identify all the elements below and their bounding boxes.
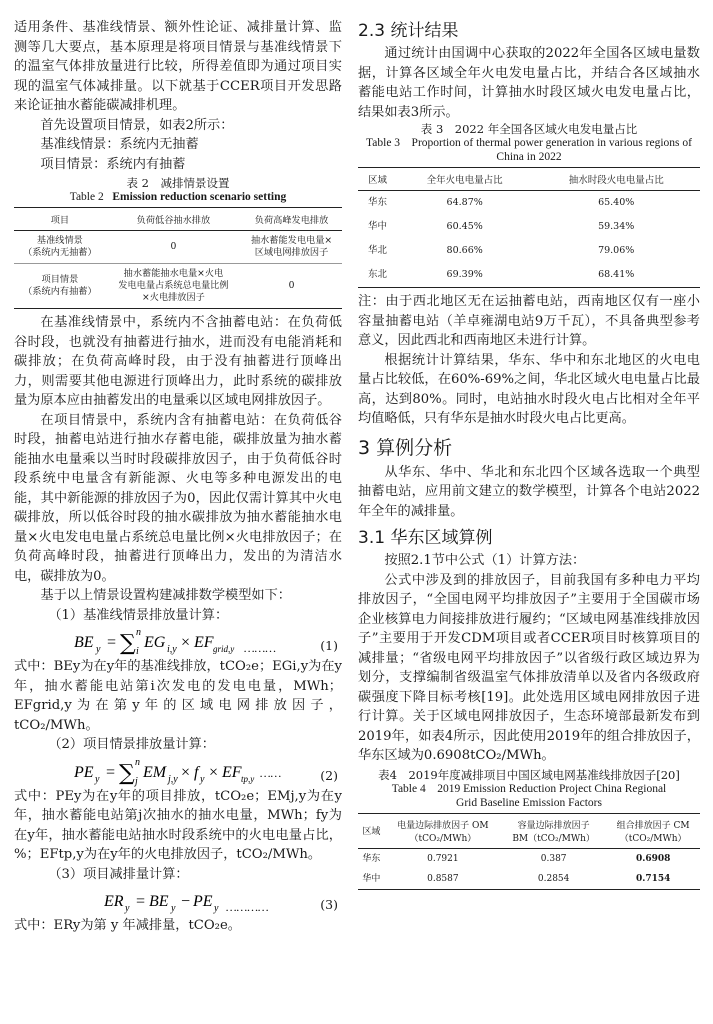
table-cell: 69.39% [446,269,483,280]
table-row [14,231,342,264]
table-row [14,264,342,309]
svg-text:tp,y: tp,y [241,773,255,784]
table-header: 区域 [358,813,385,848]
equation-number: (3) [320,897,338,912]
svg-text:j: j [135,775,138,787]
table-cell: 0.8587 [427,873,459,884]
svg-text:n: n [135,756,140,768]
table-cell: 0.387 [540,853,567,864]
table-note: 注：由于西北地区无在运抽蓄电站，西南地区仅有一座小容量抽蓄电站（羊卓雍湖电站9万千瓦），不具备典型参考意义，因此西北和西南地区未进行计算。 [358,294,700,348]
table-cell: 64.87% [446,197,483,208]
svg-text:∑: ∑ [120,631,136,656]
svg-text:n: n [136,627,141,638]
table-cell: 0.7921 [427,853,459,864]
table-cell: 华东 [362,853,381,864]
svg-text:y: y [214,903,219,914]
section-heading-2-3: 2.3 统计结果 [358,21,459,41]
svg-text:×: × [180,634,191,651]
table-header: 容量边际排放因子 BM（tCO₂/MWh） [501,813,606,848]
svg-text:y: y [96,644,101,655]
paragraph: 根据统计计算结果，华东、华中和东北地区的火电电量占比较低，在60%-69%之间，华北区域火电电量占比最高，达到80%。同时，电站抽水时段火电占比相对全年平均值略低，只有华东是抽水时段火电占比更高。 [358,352,700,426]
svg-text:i,y: i,y [167,644,177,655]
table-cell: 东北 [367,269,387,280]
table-cell: 0 [170,241,177,252]
table-cell: 80.66% [446,245,483,256]
svg-text:y: y [125,903,130,914]
equation-3 [14,884,342,916]
table-header: 负荷低谷抽水排放 [106,208,241,231]
table-cell: 抽水蓄能抽水电量×火电 发电电量占系统总电量比例 ×火电排放因子 [118,268,229,303]
table-cell: 华中 [362,873,381,884]
table-header: 区域 [358,168,397,191]
paragraph: 项目情景：系统内有抽蓄 [40,156,186,172]
table3-caption-cn: 表 3 2022 年全国各区域火电发电量占比 [420,122,638,136]
svg-text:×: × [208,763,219,781]
table-cell: 基准线情景 （系统内无抽蓄） [23,235,97,258]
svg-text:EM: EM [143,763,167,781]
table-cell: 华东 [367,197,387,208]
table-header: 项目 [14,208,106,231]
svg-text:×: × [180,763,191,781]
table-header: 抽水时段火电电量占比 [532,168,700,191]
svg-text:f: f [194,763,199,781]
paragraph: 从华东、华中、华北和东北四个区域各选取一个典型抽蓄电站，应用前文建立的数学模型，计算各个电站2022年全年的减排量。 [358,464,700,519]
paragraph: 基准线情景：系统内无抽蓄 [40,137,199,152]
svg-text:y: y [171,903,176,914]
table-header: 组合排放因子 CM （tCO₂/MWh） [606,813,700,848]
svg-text:ER: ER [104,893,124,910]
svg-text:………: ……… [244,641,277,655]
paragraph: 公式中涉及到的排放因子，目前我国有多种电力平均排放因子，“全国电网平均排放因子”主要用于全国碳市场企业核算电力间接排放进行履约；“区域电网基准线排放因子”主要用于开发CDM项目或者CCER项目时核算项目的减排量；“省级电网平均排放因子”以省级行政区域边界为划分，支撑编制省级温室气体排放清单以及省内各级政府碳强度下降目标考核[19]。此处选用区域电网排放因子进行计算。关于区域电网排放因子，生态环境部最新发布到2019年，如表4所示，因此使用2019年的组合排放因子，华东区域为0.6908tCO₂/MWh。 [358,572,700,763]
table-cell: 68.41% [598,269,635,280]
svg-text:=: = [105,763,116,781]
svg-text:EF: EF [194,634,214,651]
table-cell: 项目情景 （系统内有抽蓄） [23,274,97,297]
svg-text:……: …… [260,765,282,780]
table-cell: 0.6908 [635,853,671,864]
table-row [358,191,700,216]
table-cell: 0 [288,280,295,291]
paragraph: （1）基准线情景排放量计算： [48,607,229,623]
svg-text:PE: PE [193,893,213,910]
table3 [358,167,700,288]
paragraph: （2）项目情景排放量计算： [48,737,215,752]
paragraph: 首先设置项目情景，如表2所示： [40,117,234,133]
table2-caption-en-title: Emission reduction scenario setting [112,191,287,203]
table-cell: 65.40% [598,197,635,208]
section-heading-3-1: 3.1 华东区域算例 [358,528,493,548]
svg-text:…………: ………… [226,900,269,914]
svg-text:EG: EG [144,634,166,651]
table-row [358,848,700,869]
paragraph: 基于以上情景设置构建减排数学模型如下： [40,588,291,603]
svg-text:y: y [200,773,205,785]
paragraph: （3）项目减排量计算： [48,866,189,882]
svg-text:y: y [95,773,100,785]
table2-caption-en [14,190,342,204]
svg-text:BE: BE [74,634,94,651]
svg-text:∑: ∑ [119,760,135,786]
equation-number: (1) [320,638,338,653]
table4-caption-cn: 表4 2019年度减排项目中国区域电网基准线排放因子[20] [378,767,680,782]
right-column [358,18,700,894]
svg-text:−: − [180,893,191,910]
equation-number: (2) [320,767,338,783]
table2-caption-en-label: Table 2 [69,191,104,203]
table-cell: 华北 [367,245,387,256]
table-cell: 60.45% [446,221,483,232]
svg-text:j,y: j,y [168,773,178,785]
table-row [358,263,700,288]
svg-text:EF: EF [222,763,242,781]
table4-caption-en-line2: Grid Baseline Emission Factors [456,796,602,809]
paragraph: 在基准线情景中，系统内不含抽蓄电站：在负荷低谷时段，也就没有抽蓄进行抽水，进而没有电能消耗和碳排放；在负荷高峰时段，由于没有抽蓄进行顶峰出力，则需要其他电源进行顶峰出力，此时系统的碳排放量为原本应由抽蓄发出的电量乘以区域电网排放因子。 [14,315,342,408]
table-cell: 59.34% [598,221,635,232]
table-cell: 抽水蓄能发电电量× 区域电网排放因子 [250,235,333,258]
table-row [358,215,700,239]
table-header: 电量边际排放因子 OM （tCO₂/MWh） [385,813,501,848]
paragraph: 式中：ERy为第 y 年减排量，tCO₂e。 [14,918,241,933]
table-cell: 华中 [367,221,387,232]
table4-caption-en-line1: Table 4 2019 Emission Reduction Project China Regional [391,782,667,795]
table-row [358,239,700,263]
paragraph: 式中：BEy为在y年的基准线排放，tCO₂e；EGi,y为在y年，抽水蓄能电站第i次发电的发电电量，MWh；EFgrid,y为在第y年的区域电网排放因子，tCO₂/MWh。 [14,659,342,733]
svg-text:PE: PE [74,763,94,781]
left-column [14,18,342,936]
table-header: 全年火电电量占比 [397,168,532,191]
table2-caption-cn: 表 2 减排情景设置 [126,176,230,190]
table-header: 负荷高峰发电排放 [241,208,342,231]
table-cell: 0.2854 [537,873,570,884]
table2 [14,207,342,309]
equation-2 [14,755,342,787]
paragraph: 式中：PEy为在y年的项目排放，tCO₂e；EMj,y为在y年，抽水蓄能电站第j次抽水的抽水电量，MWh；fy为在y年，抽水蓄能电站抽水时段系统中的火电电量占比，%；EFtp,y为在y年的火电排放因子，tCO₂/MWh。 [14,788,342,862]
svg-text:BE: BE [149,893,169,910]
section-heading-3: 3 算例分析 [358,436,453,459]
table3-caption-en: Table 3 Proportion of thermal power generation in various regions of China in 2022 [366,137,692,163]
svg-text:=: = [135,893,146,910]
svg-text:=: = [106,634,117,651]
paragraph: 在项目情景中，系统内含有抽蓄电站：在负荷低谷时段，抽蓄电站进行抽水存蓄电能，碳排放量为抽水蓄能抽水电量乘以当时时段碳排放因子，由于负荷低谷时段系统中电量含有新能源、火电等多种电源发出的电能，其中新能源的排放因子为0，因此仅需计算其中火电碳排放，所以低谷时段的抽水碳排放为抽水蓄能抽水电量×火电发电电量占系统总电量比例×火电排放因子；在负荷高峰时段，抽蓄进行顶峰出力，发出的为清洁水电，碳排放为0。 [14,412,342,584]
table-row [358,869,700,890]
paragraph: 按照2.1节中公式（1）计算方法： [384,553,586,568]
svg-text:grid,y: grid,y [213,644,235,654]
paragraph: 适用条件、基准线情景、额外性论证、减排量计算、监测等几大要点，基本原理是将项目情景与基准线情景下的温室气体排放量进行比较，所得差值即为通过项目实现的温室气体减排量。以下就基于CCER项目开发思路来论证抽水蓄能碳减排机理。 [14,20,342,113]
table-cell: 0.7154 [635,873,671,884]
svg-text:i: i [136,646,139,657]
equation-1 [14,625,342,657]
paragraph: 通过统计由国调中心获取的2022年全国各区域电量数据，计算各区域全年火电发电量占比，并结合各区域抽水蓄能电站工作时间，计算抽水时段区域火电发电量占比，结果如表3所示。 [358,46,700,120]
table-cell: 79.06% [598,245,635,256]
table4 [358,813,700,890]
